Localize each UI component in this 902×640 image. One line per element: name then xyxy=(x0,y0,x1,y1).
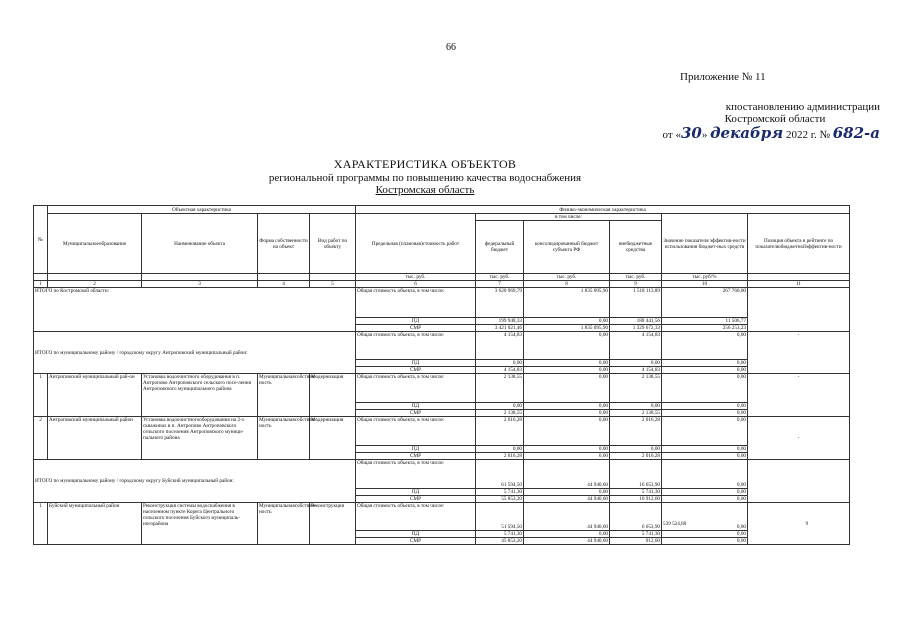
cell-value: 0,00 xyxy=(524,360,610,367)
header-tech-char: Физико-экономическая характеристика xyxy=(356,206,850,214)
cell-value: 188 441,56 xyxy=(610,318,662,325)
row-label: Общая стоимость объекта, в том числе: xyxy=(356,460,476,489)
municipality-cell: Буйский муниципальный район xyxy=(48,503,142,545)
col-number: 2 xyxy=(48,281,142,288)
cell-value: 16 653,90 xyxy=(610,460,662,489)
cell-value: 2 016,28 xyxy=(610,453,662,460)
header-extrabudget: внебюджетные средства xyxy=(610,221,662,274)
header-municipality: Муниципальноеобразование xyxy=(48,214,142,274)
resolution-number: 682-а xyxy=(832,124,880,142)
indicator-value: - xyxy=(748,374,850,417)
row-label: СМР xyxy=(356,538,476,545)
cell-value: 0,00 xyxy=(524,367,610,374)
cell-value: 5 741,30 xyxy=(476,531,524,538)
cell-value: 44 940,60 xyxy=(524,503,610,531)
work-type-cell: Модернизация xyxy=(310,417,356,460)
cell-value: 2 138,55 xyxy=(476,410,524,417)
cell-value: 61 594,50 xyxy=(476,460,524,489)
cell-value: 5 741,30 xyxy=(610,489,662,496)
table-row xyxy=(34,374,850,403)
unit-cell: тыс. руб. xyxy=(524,274,610,281)
indicator-value: 539 524,80 xyxy=(663,520,687,527)
col-number: 4 xyxy=(258,281,310,288)
indicator-value: - xyxy=(748,417,850,460)
cell-value: 6 653,90 xyxy=(610,503,662,531)
cell-value: 1 518 113,89 xyxy=(610,288,662,318)
indicator-position: 9 xyxy=(805,520,809,527)
row-label: ПД xyxy=(356,446,476,453)
col-number: 11 xyxy=(748,281,850,288)
cell-value: 0,00 xyxy=(524,374,610,403)
cell-value: 2 016,28 xyxy=(610,417,662,446)
row-label: ПД xyxy=(356,489,476,496)
col-number: 3 xyxy=(142,281,258,288)
ownership-cell: Муниципальнаясобствен-ность xyxy=(258,417,310,460)
cell-value: 0,00 xyxy=(476,360,524,367)
cell-value: 44 940,60 xyxy=(524,460,610,489)
total-region-label: ИТОГО по Костромской области: xyxy=(34,288,356,332)
municipality-cell: Антроповский муниципальный район xyxy=(48,417,142,460)
col-number: 6 xyxy=(356,281,476,288)
table-row xyxy=(34,460,850,489)
header-consolidated: консолидированный бюджет субъекта РФ xyxy=(524,221,610,274)
cell-value: 0,00 xyxy=(610,360,662,367)
row-label: Общая стоимость объекта, в том числе: xyxy=(356,503,476,531)
header-num: № xyxy=(34,206,48,274)
unit-cell: тыс. руб/% xyxy=(662,274,748,281)
cell-value: 51 594,50 xyxy=(476,503,524,531)
work-type-cell: Реконструкция xyxy=(310,503,356,545)
row-number: 2 xyxy=(34,417,48,460)
page-number: 66 xyxy=(446,42,456,53)
cell-value: 0,00 xyxy=(662,446,748,453)
cell-value: 0,00 xyxy=(524,332,610,360)
cell-value: 4 154,83 xyxy=(476,367,524,374)
cell-value: 5 741,30 xyxy=(610,531,662,538)
row-label: СМР xyxy=(356,496,476,503)
antrop-total-label: ИТОГО по муниципальному району / городскому округу Антроповский муниципальный район: xyxy=(34,332,356,374)
cell-value: 0,00 xyxy=(524,410,610,417)
cell-value: 10 912,60 xyxy=(610,496,662,503)
cell-value: 1 835 095,90 xyxy=(524,288,610,318)
unit-cell: тыс. руб. xyxy=(356,274,476,281)
cell-value: 0,00 xyxy=(662,531,748,538)
cell-value: 2 016,28 xyxy=(476,453,524,460)
cell-value: 0,00 xyxy=(610,446,662,453)
cell-value: 0,00 xyxy=(662,538,748,545)
col-number: 10 xyxy=(662,281,748,288)
cell-value: 912,60 xyxy=(610,538,662,545)
header-work-type: Вид работ по объекту xyxy=(310,214,356,274)
header-federal: федеральный бюджет xyxy=(476,221,524,274)
cell-value: 2 138,55 xyxy=(610,374,662,403)
cell-value: 0,00 xyxy=(524,446,610,453)
row-label: Общая стоимость объекта, в том числе: xyxy=(356,417,476,446)
ownership-cell: Муниципальнаясобствен-ность xyxy=(258,374,310,417)
cell-value: 0,00 xyxy=(662,417,748,446)
row-label: СМР xyxy=(356,325,476,332)
cell-value: 0,00 xyxy=(662,460,748,489)
cell-value: 11 506,77 xyxy=(662,318,748,325)
row-number: 1 xyxy=(34,503,48,545)
resolution-year: 2022 г. № xyxy=(785,129,830,141)
table-row xyxy=(34,503,850,531)
cell-value: 5 741,30 xyxy=(476,489,524,496)
resolution-month: декабря xyxy=(710,124,784,142)
row-label: ПД xyxy=(356,403,476,410)
cell-value: 0,00 xyxy=(524,417,610,446)
title-region: Костромская область xyxy=(375,184,475,196)
cell-value: 0,00 xyxy=(662,367,748,374)
ownership-cell: Муниципальнаясобствен-ность xyxy=(258,503,310,545)
title-block xyxy=(190,157,660,196)
cell-value: 0,00 xyxy=(662,332,748,360)
cell-value: 0,00 xyxy=(662,489,748,496)
row-label: Общая стоимость объекта, в том числе: xyxy=(356,374,476,403)
row-label: СМР xyxy=(356,367,476,374)
cell-value: 0,00 xyxy=(662,503,748,531)
row-label: ПД xyxy=(356,360,476,367)
resolution-from: от « xyxy=(662,129,681,141)
title-main: ХАРАКТЕРИСТИКА ОБЪЕКТОВ xyxy=(333,157,517,171)
row-label: СМР xyxy=(356,410,476,417)
cell-value: 0,00 xyxy=(524,318,610,325)
resolution-quote: » xyxy=(701,129,708,141)
object-cell: Установка водоочистного оборудования в п. Антропово Антроповского сельского посе-ления Антроповского муниципального района xyxy=(142,374,258,417)
cell-value: 0,00 xyxy=(662,410,748,417)
row-label: ПД xyxy=(356,531,476,538)
header-indicator-value: Значение показателя эффектив-ности использования бюджет-ных средств xyxy=(662,214,748,274)
table-row xyxy=(34,417,850,446)
objects-table xyxy=(33,205,850,545)
row-label: СМР xyxy=(356,453,476,460)
header-ownership: Форма собственности на объект xyxy=(258,214,310,274)
cell-value: 267 760,00 xyxy=(662,288,748,318)
cell-value: 0,00 xyxy=(476,446,524,453)
cell-value: 0,00 xyxy=(662,453,748,460)
resolution-day: 30 xyxy=(680,124,702,142)
cell-value: 1 835 095,90 xyxy=(524,325,610,332)
col-number: 5 xyxy=(310,281,356,288)
indicator-value: - xyxy=(748,332,850,374)
cell-value: 3 421 021,46 xyxy=(476,325,524,332)
cell-value: 0,00 xyxy=(662,360,748,367)
table-row xyxy=(34,332,850,360)
cell-value: 3 620 969,79 xyxy=(476,288,524,318)
cell-value: 0,00 xyxy=(662,374,748,403)
title-sub: региональной программы по повышению качества водоснабжения xyxy=(268,172,582,184)
row-label: Общая стоимость объекта, в том числе: xyxy=(356,288,476,318)
buisk-total-label: ИТОГО по муниципальному району / городскому округу Буйский муниципальный район: xyxy=(34,460,356,503)
unit-cell: тыс. руб. xyxy=(476,274,524,281)
cell-value: 55 853,20 xyxy=(476,496,524,503)
cell-value: 0,00 xyxy=(610,403,662,410)
cell-value: 1 329 672,33 xyxy=(610,325,662,332)
header-incl: в том числе: xyxy=(476,214,662,221)
cell-value: 44 940,60 xyxy=(524,496,610,503)
resolution-line1: кпостановлению администрации xyxy=(725,101,880,113)
row-label: ПД xyxy=(356,318,476,325)
header-object-char: Объектная характеристика xyxy=(48,206,356,214)
object-cell: Реконструкция системы водоснабжения в населенном пункте Корега Центрального сельского поселения Буйского муниципаль-ногорайона xyxy=(142,503,258,545)
resolution-line2: Костромской области xyxy=(724,113,826,125)
cell-value: 2 138,55 xyxy=(610,410,662,417)
cell-value: 0,00 xyxy=(476,403,524,410)
cell-value: 0,00 xyxy=(524,531,610,538)
cell-value: 199 948,33 xyxy=(476,318,524,325)
municipality-cell: Антроповский муниципальный рай-он xyxy=(48,374,142,417)
row-number: 1 xyxy=(34,374,48,417)
resolution-block xyxy=(630,101,880,141)
object-cell: Установка водоочистногооборудования на 2-х скважинах в п. Антропово Антроповского сельского поселения Антроповского муници-пального района xyxy=(142,417,258,460)
cell-value: 256 253,23 xyxy=(662,325,748,332)
cell-value: 4 154,83 xyxy=(476,332,524,360)
appendix-label: Приложение № 11 xyxy=(680,71,766,83)
cell-value: 0,00 xyxy=(662,403,748,410)
cell-value: 4 154,83 xyxy=(610,367,662,374)
column-numbers-row xyxy=(34,281,850,288)
work-type-cell: Модернизация xyxy=(310,374,356,417)
header-object-name: Наименование объекта xyxy=(142,214,258,274)
row-label: Общая стоимость объекта, в том числе: xyxy=(356,332,476,360)
cell-value: 0,00 xyxy=(524,489,610,496)
col-number: 8 xyxy=(524,281,610,288)
unit-cell: тыс. руб. xyxy=(610,274,662,281)
col-number: 9 xyxy=(610,281,662,288)
col-number: 7 xyxy=(476,281,524,288)
resolution-date-line xyxy=(630,124,880,142)
header-indicator-position: Позиция объекта в рейтинге по показателюбюджетнойэффектив-ности xyxy=(748,214,850,274)
header-cost-limit: Предельная (плановая)стоимость работ xyxy=(356,214,476,274)
table-row xyxy=(34,288,850,318)
cell-value: 4 154,83 xyxy=(610,332,662,360)
cell-value: 0,00 xyxy=(524,453,610,460)
cell-value: 2 138,55 xyxy=(476,374,524,403)
cell-value: 0,00 xyxy=(662,496,748,503)
cell-value: 45 853,20 xyxy=(476,538,524,545)
cell-value: 44 940,60 xyxy=(524,538,610,545)
cell-value: 2 016,28 xyxy=(476,417,524,446)
col-number: 1 xyxy=(34,281,48,288)
cell-value: 0,00 xyxy=(524,403,610,410)
